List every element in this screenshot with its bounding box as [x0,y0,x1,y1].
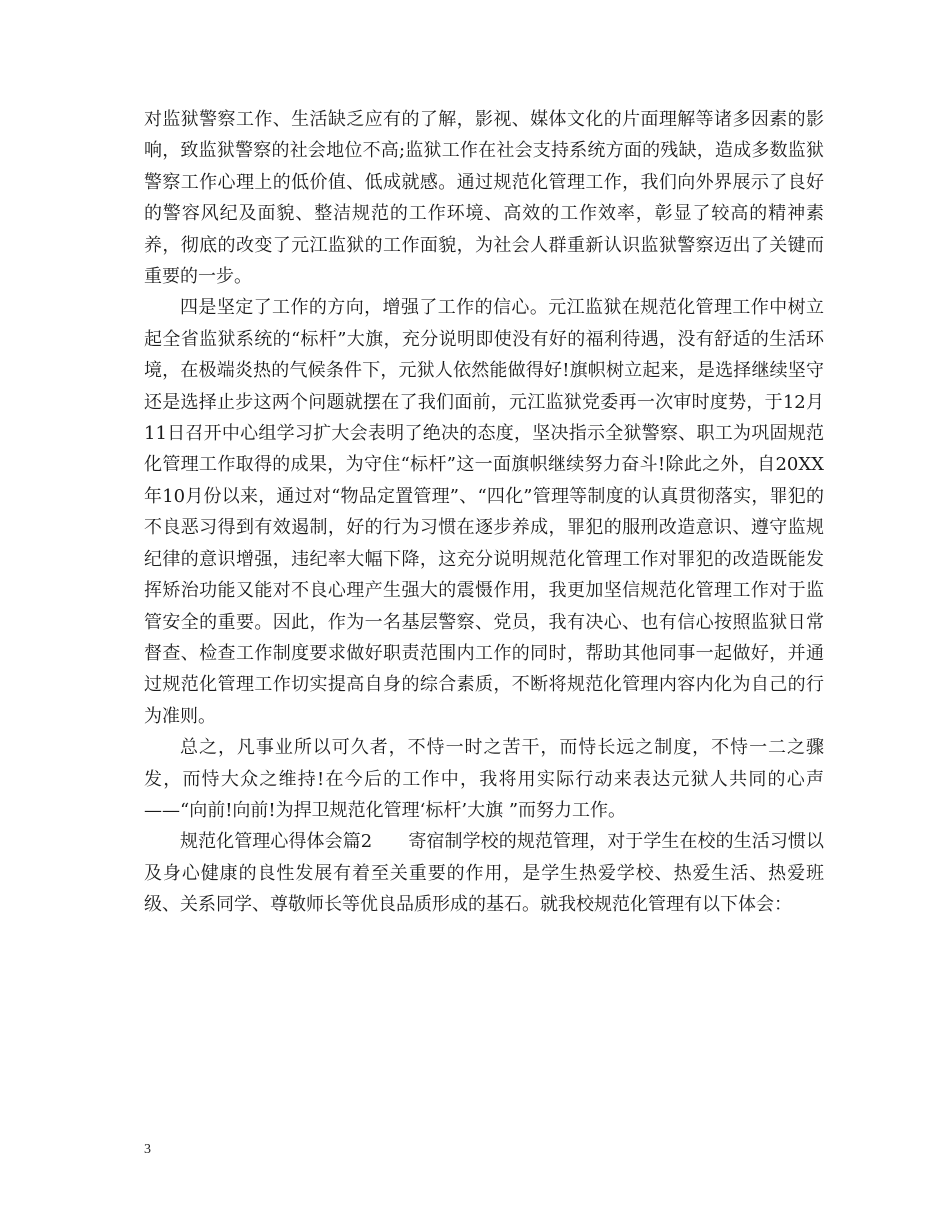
paragraph-1: 对监狱警察工作、生活缺乏应有的了解，影视、媒体文化的片面理解等诸多因素的影响，致监狱警察的社会地位不高;监狱工作在社会支持系统方面的残缺，造成多数监狱警察工作心理上的低价值、低成就感。通过规范化管理工作，我们向外界展示了良好的警容风纪及面貌、整洁规范的工作环境、高效的工作效率，彰显了较高的精神素养，彻底的改变了元江监狱的工作面貌，为社会人群重新认识监狱警察迈出了关键而重要的一步。 [144,109,824,288]
document-body [144,104,824,921]
paragraph-3: 总之，凡事业所以可久者，不恃一时之苦干，而恃长远之制度，不恃一二之骤发，而恃大众之维持!在今后的工作中，我将用实际行动来表达元狱人共同的心声——“向前!向前!为捍卫规范化管理‘标杆’大旗 ”而努力工作。 [144,737,824,821]
paragraph-4: 规范化管理心得体会篇2 寄宿制学校的规范管理，对于学生在校的生活习惯以及身心健康的良性发展有着至关重要的作用，是学生热爱学校、热爱生活、热爱班级、关系同学、尊敬师长等优良品质形成的基石。就我校规范化管理有以下体会： [144,831,824,916]
page-number: 3 [144,1142,151,1157]
paragraph-2: 四是坚定了工作的方向，增强了工作的信心。元江监狱在规范化管理工作中树立起全省监狱系统的“标杆”大旗，充分说明即使没有好的福利待遇，没有舒适的生活环境，在极端炎热的气候条件下，元狱人依然能做得好!旗帜树立起来，是选择继续坚守还是选择止步这两个问题就摆在了我们面前，元江监狱党委再一次审时度势，于12月11日召开中心组学习扩大会表明了绝决的态度，坚决指示全狱警察、职工为巩固规范化管理工作取得的成果，为守住“标杆”这一面旗帜继续努力奋斗!除此之外，自20XX年10月份以来，通过对“物品定置管理”、“四化”管理等制度的认真贯彻落实，罪犯的不良恶习得到有效遏制，好的行为习惯在逐步养成，罪犯的服刑改造意识、遵守监规纪律的意识增强，违纪率大幅下降，这充分说明规范化管理工作对罪犯的改造既能发挥矫治功能又能对不良心理产生强大的震慑作用，我更加坚信规范化管理工作对于监管安全的重要。因此，作为一名基层警察、党员，我有决心、也有信心按照监狱日常督查、检查工作制度要求做好职责范围内工作的同时，帮助其他同事一起做好，并通过规范化管理工作切实提高自身的综合素质，不断将规范化管理内容内化为自己的行为准则。 [144,297,824,727]
